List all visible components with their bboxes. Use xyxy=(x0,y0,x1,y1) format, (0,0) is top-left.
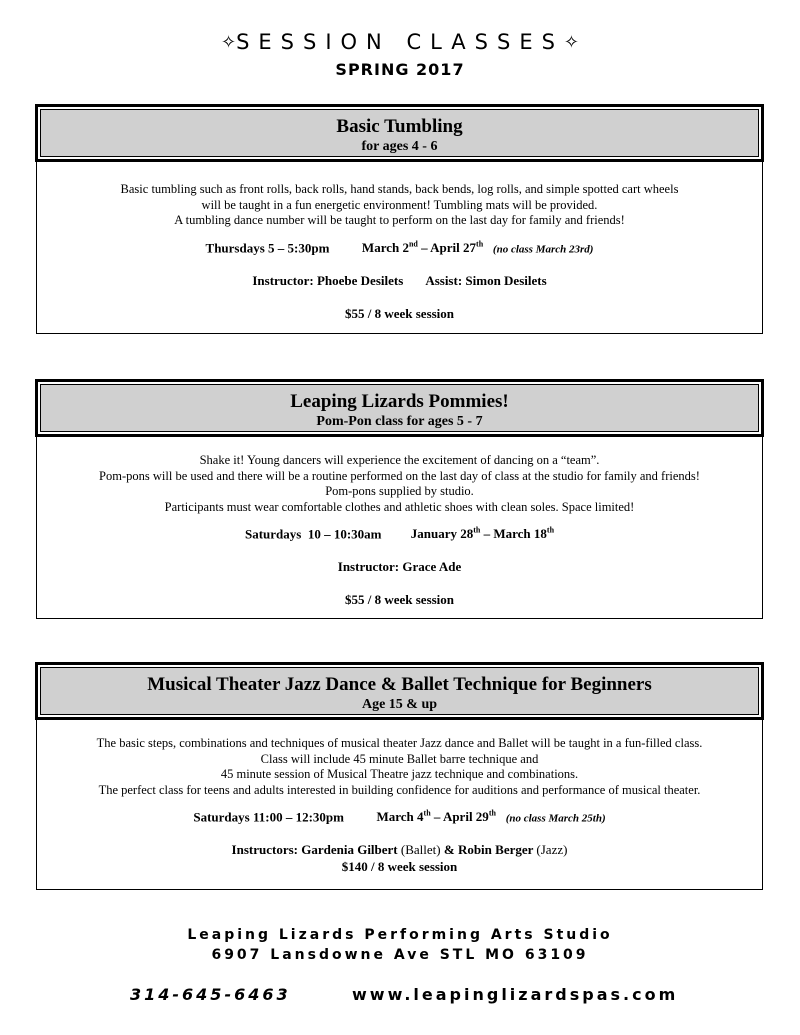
class-dates: March 2nd – April 27th xyxy=(361,239,484,255)
class-price: $140 / 8 week session xyxy=(341,859,458,875)
class-day-time: Saturdays 11:00 – 12:30pm xyxy=(193,809,344,825)
class-instructor: Instructor: Grace Ade xyxy=(337,559,462,575)
instructors-prefix: Instructors: Gardenia Gilbert xyxy=(231,842,398,858)
description-line: The perfect class for teens and adults interested in building confidence for auditions and performance of musical theater. xyxy=(98,782,701,797)
class-name: Leaping Lizards Pommies! xyxy=(290,391,509,412)
description-line: Basic tumbling such as front rolls, back rolls, hand stands, back bends, log rolls, and simple spotted cart wheels xyxy=(120,182,679,196)
instructor-1-role: (Ballet) xyxy=(400,842,441,858)
website-link[interactable]: www.leapinglizardspas.com xyxy=(352,985,679,1004)
description-line: Pom-pons will be used and there will be a routine performed on the last day of class at the studio for family and friends! xyxy=(99,468,700,483)
description-line: The basic steps, combinations and techniques of musical theater Jazz dance and Ballet will be taught in a fun-filled class. xyxy=(96,736,703,750)
class-price: $55 / 8 week session xyxy=(344,592,455,608)
class-description xyxy=(37,736,762,798)
class-body xyxy=(37,724,762,875)
class-box-pommies xyxy=(36,380,763,619)
class-instructor: Instructor: Phoebe Desilets xyxy=(252,272,404,288)
instructors-mid: & Robin Berger xyxy=(443,842,534,858)
description-line: Shake it! Young dancers will experience the excitement of dancing on a “team”. xyxy=(199,453,600,467)
class-staff xyxy=(37,273,762,289)
description-line: 45 minute session of Musical Theatre jazz technique and combinations. xyxy=(220,767,579,781)
class-day-time: Thursdays 5 – 5:30pm xyxy=(205,239,330,255)
class-assist: Assist: Simon Desilets xyxy=(425,272,547,288)
class-schedule xyxy=(37,809,762,825)
class-body xyxy=(37,166,762,322)
studio-address: 6907 Lansdowne Ave STL MO 63109 xyxy=(211,947,589,963)
class-day-time: Saturdays 10 – 10:30am xyxy=(244,526,382,542)
class-name: Musical Theater Jazz Dance & Ballet Technique for Beginners xyxy=(147,674,652,695)
class-body xyxy=(37,441,762,608)
class-instructors xyxy=(37,842,762,858)
title-text: SESSION CLASSES xyxy=(236,30,564,54)
page-title xyxy=(0,30,800,54)
class-name: Basic Tumbling xyxy=(336,116,463,137)
class-header xyxy=(35,379,764,437)
class-date-note: (no class March 25th) xyxy=(505,812,606,825)
class-header xyxy=(35,662,764,720)
class-dates: March 4th – April 29th xyxy=(376,809,496,825)
class-price: $55 / 8 week session xyxy=(344,305,455,321)
class-ages: for ages 4 - 6 xyxy=(361,139,438,154)
page-subtitle: SPRING 2017 xyxy=(335,60,465,79)
class-dates: January 28th – March 18th xyxy=(410,526,555,542)
class-description xyxy=(37,453,762,515)
description-line: Pom-pons supplied by studio. xyxy=(325,484,474,498)
star-icon: ✧ xyxy=(563,32,580,53)
class-box-basic-tumbling xyxy=(36,105,763,334)
class-date-note: (no class March 23rd) xyxy=(492,242,594,255)
description-line: will be taught in a fun energetic environment! Tumbling mats will be provided. xyxy=(201,197,598,212)
description-line: A tumbling dance number will be taught to perform on the last day for family and friends! xyxy=(174,213,625,227)
class-ages: Pom-Pon class for ages 5 - 7 xyxy=(316,414,483,429)
class-ages: Age 15 & up xyxy=(361,697,438,712)
studio-info xyxy=(0,925,800,965)
class-schedule xyxy=(37,240,762,256)
description-line: Class will include 45 minute Ballet barre technique and xyxy=(260,751,539,766)
phone-number: 314-645-6463 xyxy=(130,985,291,1004)
page-header xyxy=(0,30,800,79)
instructor-2-role: (Jazz) xyxy=(536,842,568,858)
class-header xyxy=(35,104,764,162)
class-schedule xyxy=(37,526,762,542)
studio-name: Leaping Lizards Performing Arts Studio xyxy=(187,927,613,943)
description-line: Participants must wear comfortable clothes and athletic shoes with clean soles. Space limited! xyxy=(164,499,635,514)
star-icon: ✧ xyxy=(220,32,237,53)
class-description xyxy=(37,182,762,229)
class-box-musical-theater xyxy=(36,663,763,890)
